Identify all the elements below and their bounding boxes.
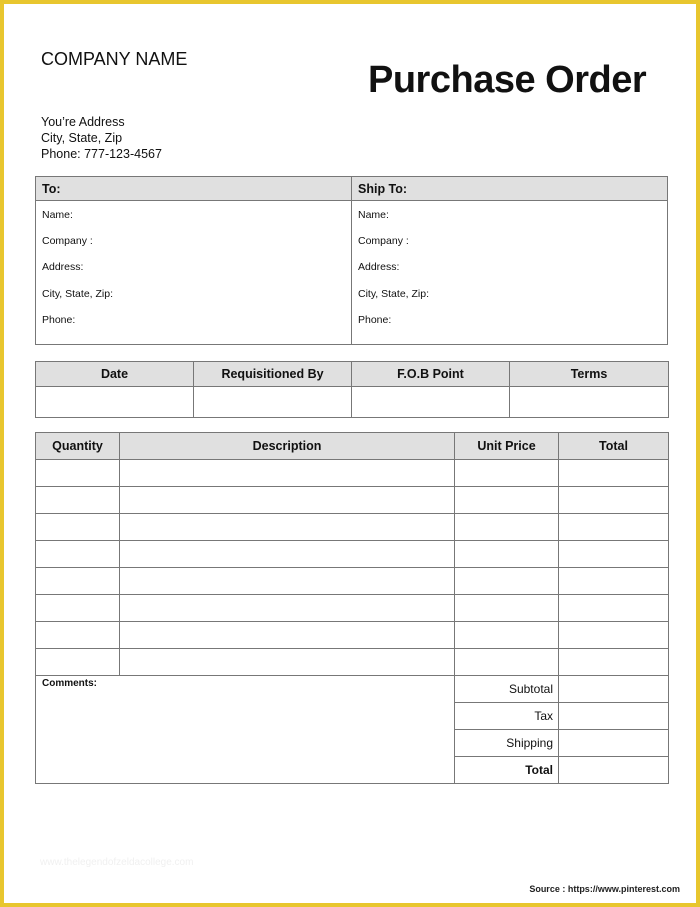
to-address-field: Address:	[42, 261, 84, 274]
to-name-field: Name:	[42, 209, 73, 221]
line-total-cell[interactable]	[559, 514, 669, 541]
line-total-cell[interactable]	[559, 622, 669, 649]
grand-total-label: Total	[455, 757, 559, 784]
watermark: www.thelegendofzeldacollege.com	[40, 857, 194, 868]
quantity-cell[interactable]	[36, 514, 120, 541]
document-title: Purchase Order	[368, 59, 647, 101]
ship-company-field: Company :	[358, 235, 409, 248]
table-row	[36, 595, 669, 622]
requisitioned-by-header: Requisitioned By	[194, 362, 352, 387]
company-address	[41, 114, 162, 162]
total-header: Total	[559, 433, 669, 460]
quantity-cell[interactable]	[36, 649, 120, 676]
unit-price-cell[interactable]	[455, 460, 559, 487]
line-items-table	[35, 432, 669, 784]
terms-header: Terms	[510, 362, 669, 387]
tax-label: Tax	[455, 703, 559, 730]
unit-price-header: Unit Price	[455, 433, 559, 460]
quantity-header: Quantity	[36, 433, 120, 460]
shipping-value-cell[interactable]	[559, 730, 669, 757]
terms-cell[interactable]	[510, 387, 669, 418]
to-city-state-zip-field: City, State, Zip:	[42, 287, 113, 300]
unit-price-cell[interactable]	[455, 622, 559, 649]
quantity-cell[interactable]	[36, 460, 120, 487]
description-cell[interactable]	[120, 514, 455, 541]
table-row	[36, 541, 669, 568]
description-header: Description	[120, 433, 455, 460]
date-header: Date	[36, 362, 194, 387]
unit-price-cell[interactable]	[455, 541, 559, 568]
to-ship-to-table	[35, 176, 668, 345]
comments-label: Comments:	[42, 678, 98, 689]
unit-price-cell[interactable]	[455, 595, 559, 622]
unit-price-cell[interactable]	[455, 568, 559, 595]
to-fields[interactable]	[36, 201, 352, 345]
city-state-zip-line: City, State, Zip	[41, 131, 123, 145]
unit-price-cell[interactable]	[455, 514, 559, 541]
line-total-cell[interactable]	[559, 541, 669, 568]
grand-total-value-cell[interactable]	[559, 757, 669, 784]
table-row	[36, 622, 669, 649]
quantity-cell[interactable]	[36, 487, 120, 514]
description-cell[interactable]	[120, 595, 455, 622]
to-phone-field: Phone:	[42, 313, 76, 326]
quantity-cell[interactable]	[36, 541, 120, 568]
fob-point-cell[interactable]	[352, 387, 510, 418]
fob-point-header: F.O.B Point	[352, 362, 510, 387]
source-credit: Source : https://www.pinterest.com	[529, 884, 680, 894]
ship-to-header: Ship To:	[352, 177, 668, 201]
ship-to-fields[interactable]	[352, 201, 668, 345]
description-cell[interactable]	[120, 568, 455, 595]
table-row	[36, 568, 669, 595]
phone-line: Phone: 777-123-4567	[41, 147, 162, 161]
table-row	[36, 514, 669, 541]
tax-value-cell[interactable]	[559, 703, 669, 730]
description-cell[interactable]	[120, 460, 455, 487]
address-line: You’re Address	[41, 115, 125, 129]
description-cell[interactable]	[120, 487, 455, 514]
subtotal-label: Subtotal	[455, 676, 559, 703]
table-row	[36, 460, 669, 487]
quantity-cell[interactable]	[36, 622, 120, 649]
line-total-cell[interactable]	[559, 595, 669, 622]
requisitioned-by-cell[interactable]	[194, 387, 352, 418]
company-name: COMPANY NAME	[41, 49, 188, 69]
table-row	[36, 649, 669, 676]
comments-box[interactable]	[36, 676, 455, 784]
description-cell[interactable]	[120, 649, 455, 676]
quantity-cell[interactable]	[36, 568, 120, 595]
to-header: To:	[36, 177, 352, 201]
ship-name-field: Name:	[358, 209, 389, 221]
line-total-cell[interactable]	[559, 568, 669, 595]
quantity-cell[interactable]	[36, 595, 120, 622]
line-total-cell[interactable]	[559, 460, 669, 487]
unit-price-cell[interactable]	[455, 649, 559, 676]
line-total-cell[interactable]	[559, 649, 669, 676]
subtotal-value-cell[interactable]	[559, 676, 669, 703]
purchase-order-page	[4, 4, 696, 903]
date-cell[interactable]	[36, 387, 194, 418]
ship-address-field: Address:	[358, 261, 400, 274]
ship-phone-field: Phone:	[358, 313, 392, 326]
shipping-label: Shipping	[455, 730, 559, 757]
unit-price-cell[interactable]	[455, 487, 559, 514]
description-cell[interactable]	[120, 622, 455, 649]
ship-city-state-zip-field: City, State, Zip:	[358, 287, 429, 300]
line-total-cell[interactable]	[559, 487, 669, 514]
table-row	[36, 487, 669, 514]
order-info-table	[35, 361, 669, 418]
description-cell[interactable]	[120, 541, 455, 568]
to-company-field: Company :	[42, 235, 93, 248]
